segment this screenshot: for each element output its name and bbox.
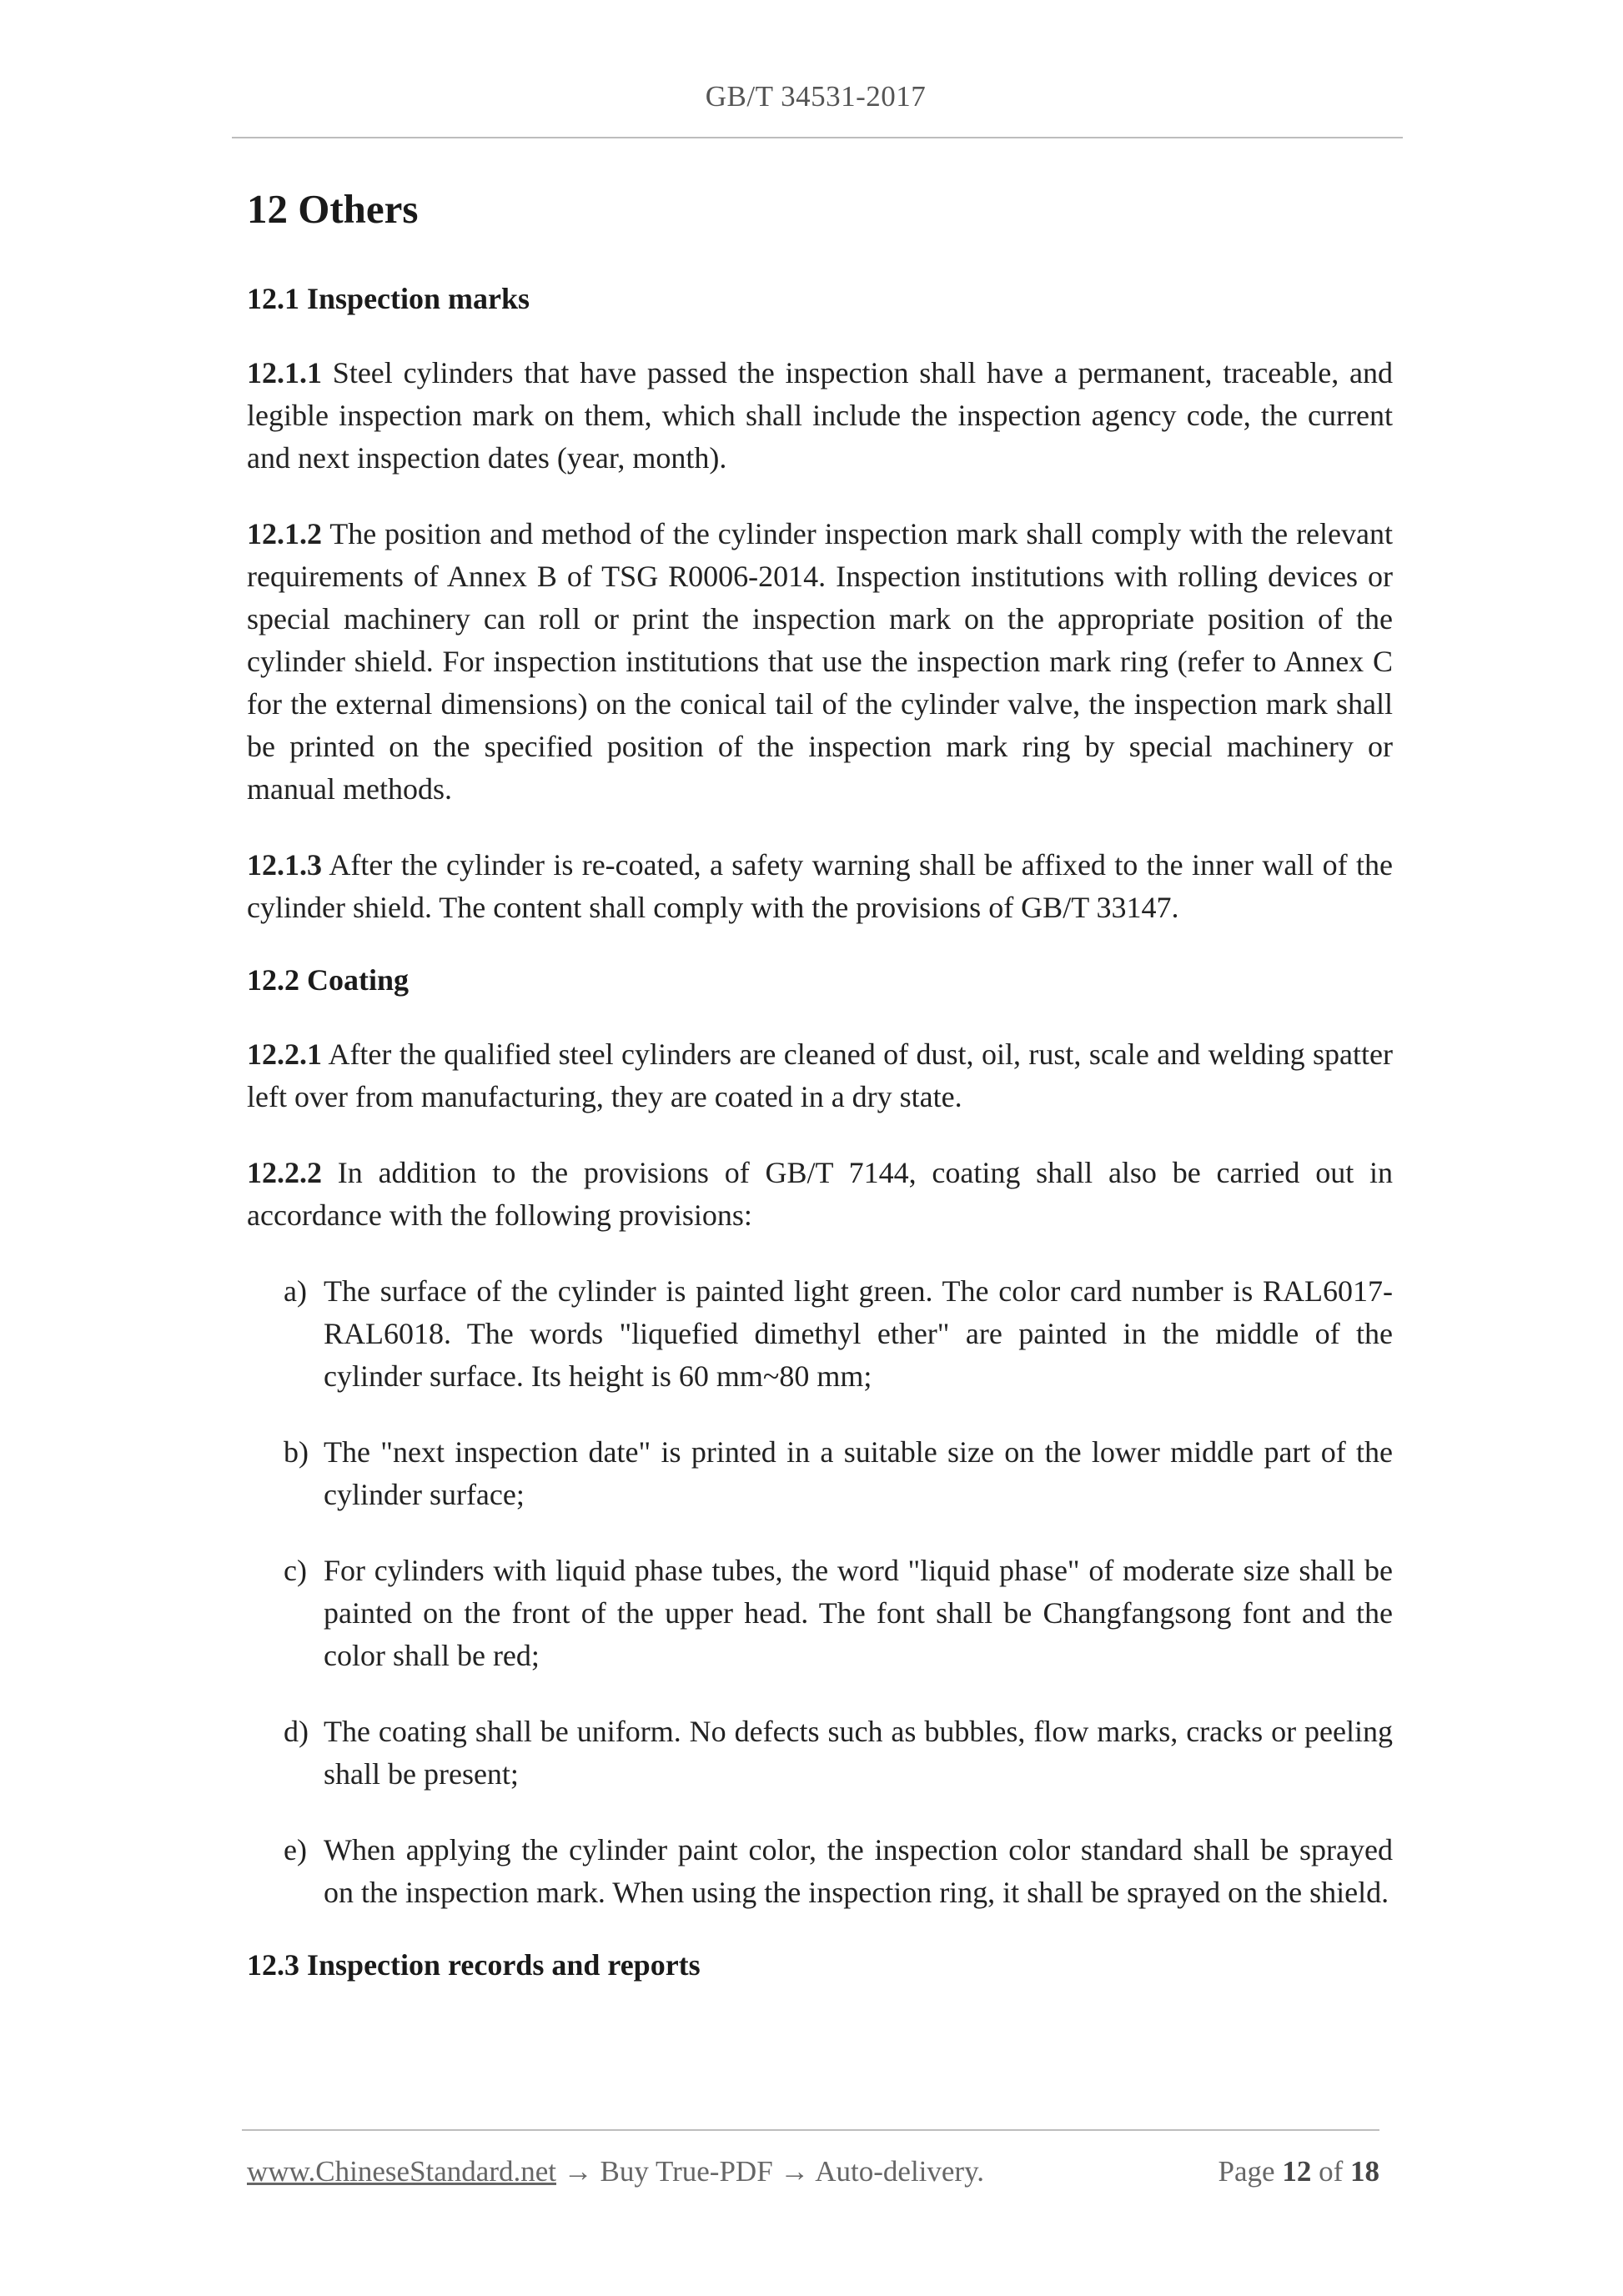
footer-divider — [242, 2129, 1379, 2131]
footer-promo — [247, 2155, 984, 2188]
page-number — [1219, 2155, 1379, 2188]
arrow-icon: → — [780, 2155, 810, 2188]
subsection-heading-12-3: 12.3 Inspection records and reports — [247, 1948, 701, 1982]
list-item — [247, 1431, 1393, 1516]
of-label: of — [1319, 2155, 1344, 2188]
section-title: 12 Others — [247, 186, 419, 232]
list-item-text: The coating shall be uniform. No defects such as bubbles, flow marks, cracks or peeling shall be present; — [324, 1715, 1393, 1791]
page-header: GB/T 34531-2017 — [705, 80, 927, 113]
page-footer — [247, 2155, 1379, 2197]
clause-text: After the qualified steel cylinders are cleaned of dust, oil, rust, scale and welding spatter left over from manufacturing, they are coated in a dry state. — [247, 1037, 1393, 1114]
clause-12-1-3 — [247, 844, 1393, 929]
clause-12-2-1 — [247, 1033, 1393, 1118]
list-marker: b) — [284, 1435, 309, 1470]
buy-link[interactable]: Buy True-PDF — [600, 2155, 773, 2188]
clause-text: Steel cylinders that have passed the inspection shall have a permanent, traceable, and legible inspection mark on them, which shall include the inspection agency code, the current and next inspection dates (year, month). — [247, 355, 1393, 475]
clause-text: After the cylinder is re-coated, a safety warning shall be affixed to the inner wall of the cylinder shield. The content shall comply with the provisions of GB/T 33147. — [247, 847, 1393, 924]
list-item-text: The "next inspection date" is printed in a suitable size on the lower middle part of the cylinder surface; — [324, 1435, 1393, 1512]
clause-number: 12.2.1 — [247, 1037, 322, 1072]
list-item — [247, 1829, 1393, 1914]
subsection-heading-12-1: 12.1 Inspection marks — [247, 281, 530, 315]
clause-text: In addition to the provisions of GB/T 7144, coating shall also be carried out in accordance with the following provisions: — [247, 1156, 1393, 1233]
clause-text: The position and method of the cylinder inspection mark shall comply with the relevant requirements of Annex B of TSG R0006-2014. Inspection institutions with rolling devices or special machinery can roll or print the inspection mark on the appropriate position of the cylinder shield. For inspection institutions that use the inspection mark ring (refer to Annex C for the external dimensions) on the conical tail of the cylinder valve, the inspection mark shall be printed on the specified position of the inspection mark ring by special machinery or manual methods. — [247, 516, 1393, 806]
coating-provisions-list — [247, 1270, 1393, 1914]
list-item — [247, 1270, 1393, 1398]
list-marker: c) — [284, 1554, 307, 1588]
list-marker: e) — [284, 1833, 307, 1867]
delivery-text: Auto-delivery. — [815, 2155, 985, 2188]
list-marker: d) — [284, 1715, 309, 1749]
page-current: 12 — [1282, 2155, 1312, 2188]
clause-12-1-1 — [247, 352, 1393, 480]
clause-number: 12.1.3 — [247, 847, 322, 882]
clause-number: 12.2.2 — [247, 1156, 322, 1190]
list-item — [247, 1550, 1393, 1677]
page-content — [247, 185, 1393, 2018]
list-marker: a) — [284, 1274, 307, 1309]
clause-number: 12.1.1 — [247, 355, 322, 389]
list-item — [247, 1711, 1393, 1796]
list-item-text: The surface of the cylinder is painted light green. The color card number is RAL6017-RAL6018. The words "liquefied dimethyl ether" are painted in the middle of the cylinder surface. Its height is 60 mm~80 mm; — [324, 1274, 1393, 1394]
clause-number: 12.1.2 — [247, 516, 322, 550]
page-total: 18 — [1350, 2155, 1379, 2188]
page-label: Page — [1218, 2155, 1275, 2188]
subsection-heading-12-2: 12.2 Coating — [247, 962, 410, 997]
arrow-icon: → — [563, 2155, 593, 2188]
clause-12-1-2 — [247, 513, 1393, 811]
website-link[interactable]: www.ChineseStandard.net — [247, 2155, 556, 2188]
header-divider — [232, 137, 1403, 138]
clause-12-2-2 — [247, 1152, 1393, 1237]
list-item-text: For cylinders with liquid phase tubes, the word "liquid phase" of moderate size shall be painted on the front of the upper head. The font shall be Changfangsong font and the color shall be red; — [324, 1554, 1393, 1673]
list-item-text: When applying the cylinder paint color, the inspection color standard shall be sprayed on the inspection mark. When using the inspection ring, it shall be sprayed on the shield. — [324, 1833, 1393, 1910]
